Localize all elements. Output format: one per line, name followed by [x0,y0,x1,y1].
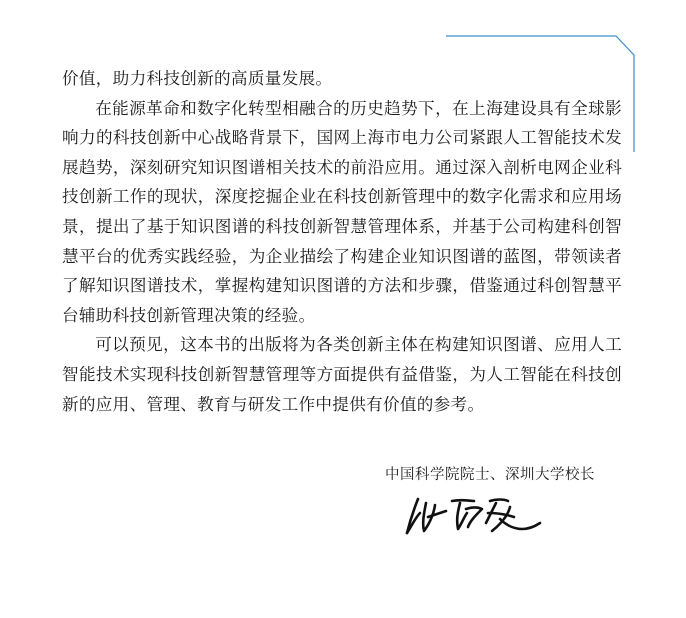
text-line: 台辅助科技创新管理决策的经验。 [62,305,316,325]
preface-text [62,64,622,419]
text-line: 慧平台的优秀实践经验，为企业描绘了构建企业知识图谱的蓝图，带领读者 [62,246,622,266]
paragraph [62,330,622,419]
text-line: 智能技术实现科技创新智慧管理等方面提供有益借鉴，为人工智能在科技创 [62,364,622,384]
text-line: 可以预见，这本书的出版将为各类创新主体在构建知识图谱、应用人工 [95,335,622,355]
text-line: 了解知识图谱技术，掌握构建知识图谱的方法和步骤，借鉴通过科创智慧平 [62,276,622,296]
text-line: 在能源革命和数字化转型相融合的历史趋势下，在上海建设具有全球影 [95,98,622,118]
text-line: 响力的科技创新中心战略背景下，国网上海市电力公司紧跟人工智能技术发 [62,128,622,148]
signature-icon [404,493,544,537]
text-line: 价值，助力科技创新的高质量发展。 [62,69,333,88]
paragraph [62,94,622,331]
paragraph [62,64,622,94]
text-line: 展趋势，深刻研究知识图谱相关技术的前沿应用。通过深入剖析电网企业科 [62,157,622,177]
author-affiliation: 中国科学院院士、深圳大学校长 [385,467,595,483]
text-line: 新的应用、管理、教育与研发工作中提供有价值的参考。 [62,394,485,414]
text-line: 技创新工作的现状，深度挖掘企业在科技创新管理中的数字化需求和应用场 [62,187,622,207]
text-line: 景，提出了基于知识图谱的科技创新智慧管理体系，并基于公司构建科创智 [62,216,622,236]
